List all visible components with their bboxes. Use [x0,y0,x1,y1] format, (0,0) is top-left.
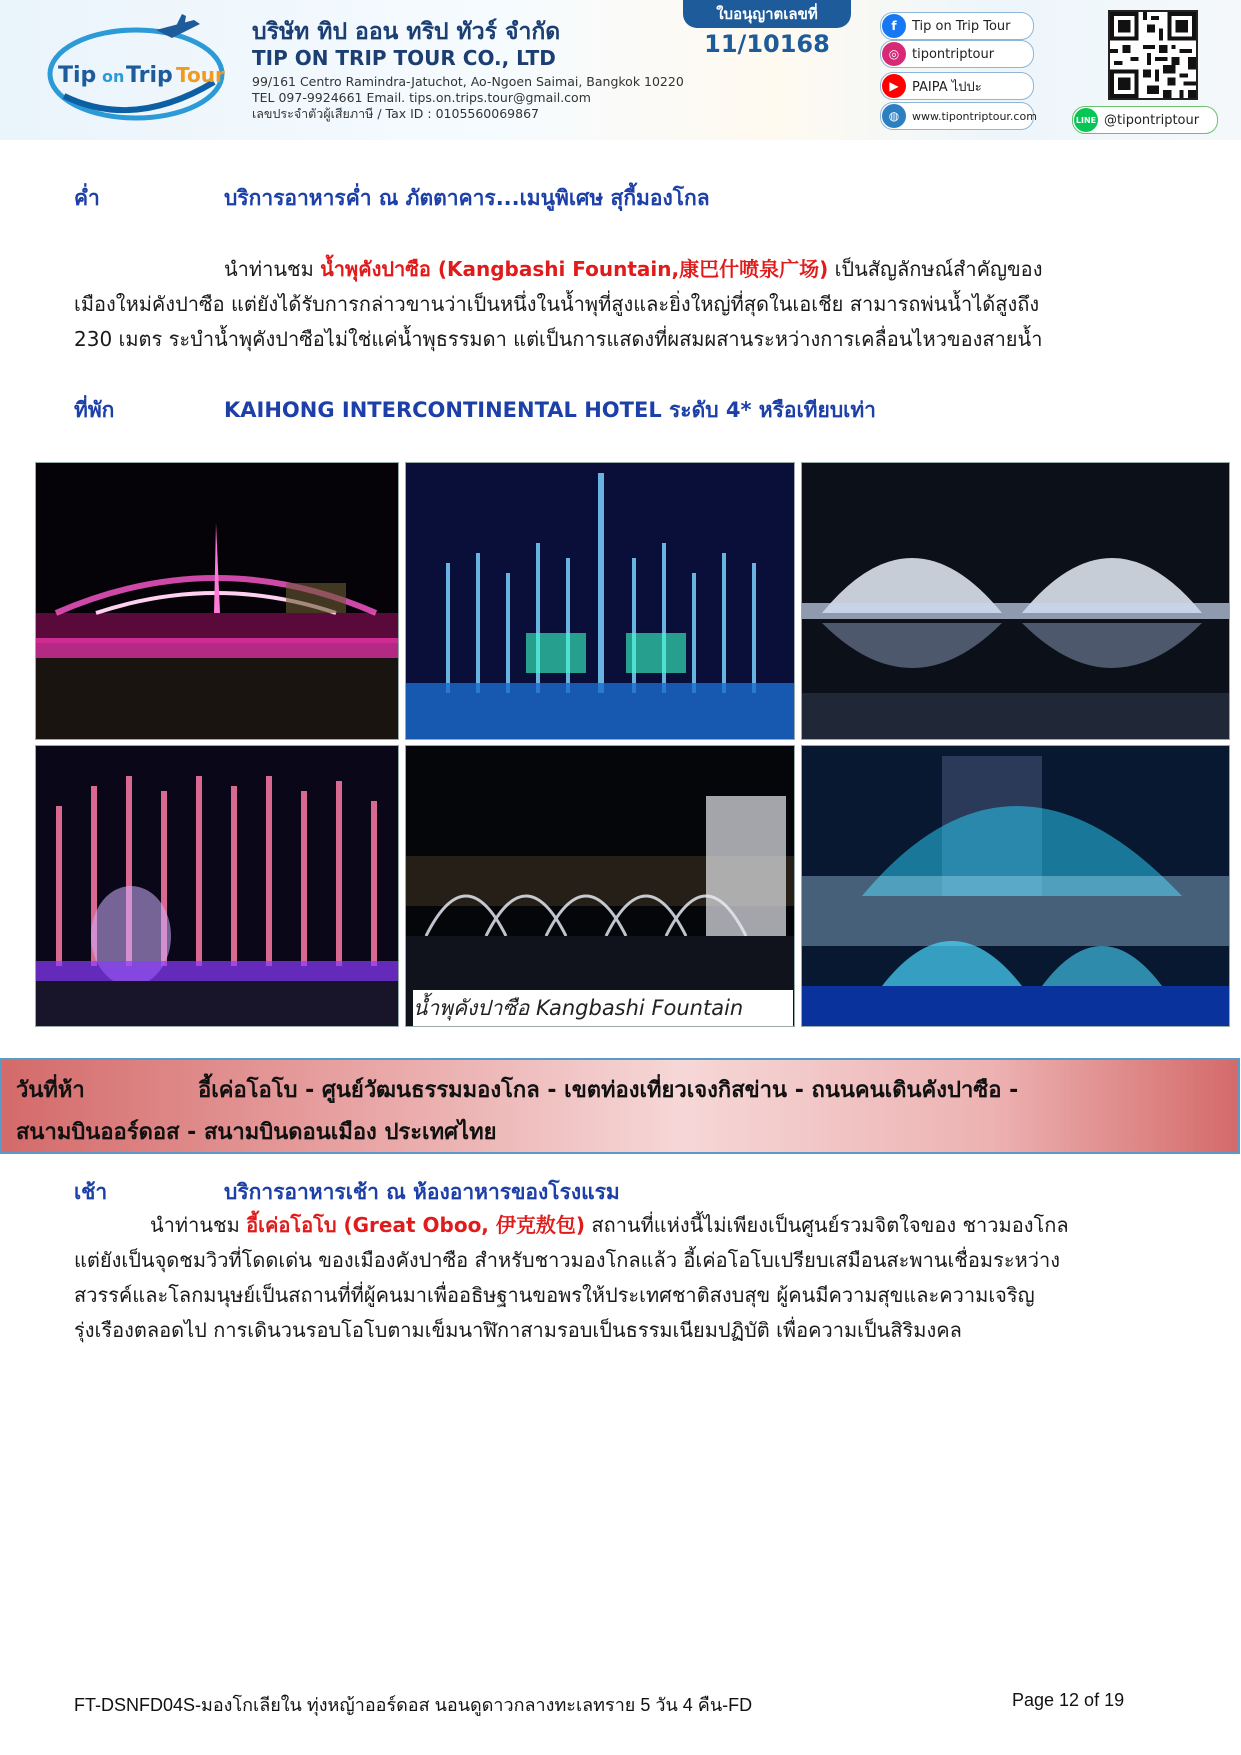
svg-text:Tip: Tip [58,63,97,88]
license-badge [683,0,851,64]
youtube-icon: ▶ [882,74,906,98]
social-instagram[interactable] [880,40,1034,68]
social-website[interactable] [880,102,1037,130]
social-instagram-label: tipontriptour [912,46,995,62]
fountain-photo-red-jets [35,745,399,1027]
page-header [0,0,1241,140]
facebook-icon: f [882,14,906,38]
fountain-photo-blue-jets [405,462,795,740]
fountain-line-2: เมืองใหม่คังปาซือ แต่ยังได้รับการกล่าวขานว่าเป็นหนึ่งในน้ำพุที่สูงและยิ่งใหญ่ที่สุดในเอเชีย สามารถพ่นน้ำได้สูงถึง [74,292,1040,316]
social-facebook-label: Tip on Trip Tour [912,18,1011,34]
fountain-photo-cyan-fan [801,745,1230,1027]
company-name-thai: บริษัท ทิป ออน ทริป ทัวร์ จำกัด [252,19,561,45]
company-tax-id: เลขประจำตัวผู้เสียภาษี / Tax ID : 0105560069867 [252,106,539,121]
oboo-line-1 [74,1208,1164,1243]
social-line[interactable] [1072,106,1218,134]
photo-caption: น้ำพุคังปาซือ Kangbashi Fountain [413,990,793,1026]
oboo-highlight: อี้เค่อโอโบ (Great Oboo, 伊克敖包) [246,1213,586,1237]
svg-text:Trip: Trip [126,63,173,88]
social-facebook[interactable] [880,12,1034,40]
fountain-intro: นำท่านชม [224,257,321,281]
qr-code [1108,10,1198,100]
day-five-banner [0,1058,1240,1154]
day-five-title-line-1: อี้เค่อโอโบ - ศูนย์วัฒนธรรมมองโกล - เขตท่องเที่ยวเจงกิสข่าน - ถนนคนเดินคังปาซือ - [198,1078,1019,1103]
company-name-english: TIP ON TRIP TOUR CO., LTD [252,46,556,70]
day-five-label: วันที่ห้า [16,1078,85,1103]
footer-tour-code: FT-DSNFD04S-มองโกเลียใน ทุ่งหญ้าออร์ดอส นอนดูดาวกลางทะเลทราย 5 วัน 4 คืน-FD [74,1695,753,1715]
day-five-title-line-2: สนามบินออร์ดอส - สนามบินดอนเมือง ประเทศไทย [16,1120,497,1145]
dinner-text: บริการอาหารค่ำ ณ ภัตตาคาร...เมนูพิเศษ สุกี้มองโกล [224,186,710,210]
svg-text:Tour: Tour [176,63,225,87]
fountain-photo-white-arcs [405,745,795,1027]
dinner-label: ค่ำ [74,186,100,210]
hotel-label: ที่พัก [74,398,115,422]
globe-icon: ◍ [882,104,906,128]
oboo-line-4: รุ่งเรืองตลอดไป การเดินวนรอบโอโบตามเข็มนาฬิกาสามรอบเป็นธรรมเนียมปฏิบัติ เพื่อความเป็นสิริมงคล [74,1318,962,1342]
social-youtube[interactable] [880,72,1034,100]
oboo-paragraph [74,1208,1164,1348]
fountain-line-3: 230 เมตร ระบำน้ำพุคังปาซือไม่ใช่แค่น้ำพุธรรมดา แต่เป็นการแสดงที่ผสมผสานระหว่างการเคลื่อนไหวของสายน้ำ [74,327,1043,351]
fountain-photo-white-shells [801,462,1230,740]
oboo-line-2: แต่ยังเป็นจุดชมวิวที่โดดเด่น ของเมืองคังปาซือ สำหรับชาวมองโกลแล้ว อี้เค่อโอโบเปรียบเสมือนสะพานเชื่อมระหว่าง [74,1248,1060,1272]
footer-page-number: Page 12 of 19 [1012,1690,1125,1710]
company-address-block [252,74,684,122]
license-title: ใบอนุญาตเลขที่ [683,0,851,28]
breakfast-text: บริการอาหารเช้า ณ ห้องอาหารของโรงแรม [224,1180,620,1204]
fountain-paragraph [74,252,1164,357]
company-contact: TEL 097-9924661 Email. tips.on.trips.tour@gmail.com [252,90,591,105]
svg-text:on: on [102,67,125,86]
fountain-photo-pink-arc [35,462,399,740]
license-number: 11/10168 [704,30,830,58]
fountain-highlight: น้ำพุคังปาซือ (Kangbashi Fountain,康巴什喷泉广场) [320,257,829,281]
social-website-label: www.tipontriptour.com [912,109,1037,123]
social-line-label: @tipontriptour [1104,112,1200,128]
company-logo [44,12,230,124]
line-icon: LINE [1074,108,1098,132]
instagram-icon: ◎ [882,42,906,66]
oboo-line-1-rest: สถานที่แห่งนี้ไม่เพียงเป็นศูนย์รวมจิตใจของ ชาวมองโกล [585,1213,1069,1237]
hotel-text: KAIHONG INTERCONTINENTAL HOTEL ระดับ 4* หรือเทียบเท่า [224,398,876,422]
company-address: 99/161 Centro Ramindra-Jatuchot, Ao-Ngoen Saimai, Bangkok 10220 [252,74,684,89]
social-youtube-label: PAIPA ไปปะ [912,79,982,95]
fountain-line-1-rest: เป็นสัญลักษณ์สำคัญของ [828,257,1043,281]
oboo-line-3: สวรรค์และโลกมนุษย์เป็นสถานที่ที่ผู้คนมาเพื่ออธิษฐานขอพรให้ประเทศชาติสงบสุข ผู้คนมีความสุขและความเจริญ [74,1283,1035,1307]
breakfast-label: เช้า [74,1180,108,1204]
oboo-intro: นำท่านชม [150,1213,247,1237]
fountain-line-1 [74,252,1164,287]
